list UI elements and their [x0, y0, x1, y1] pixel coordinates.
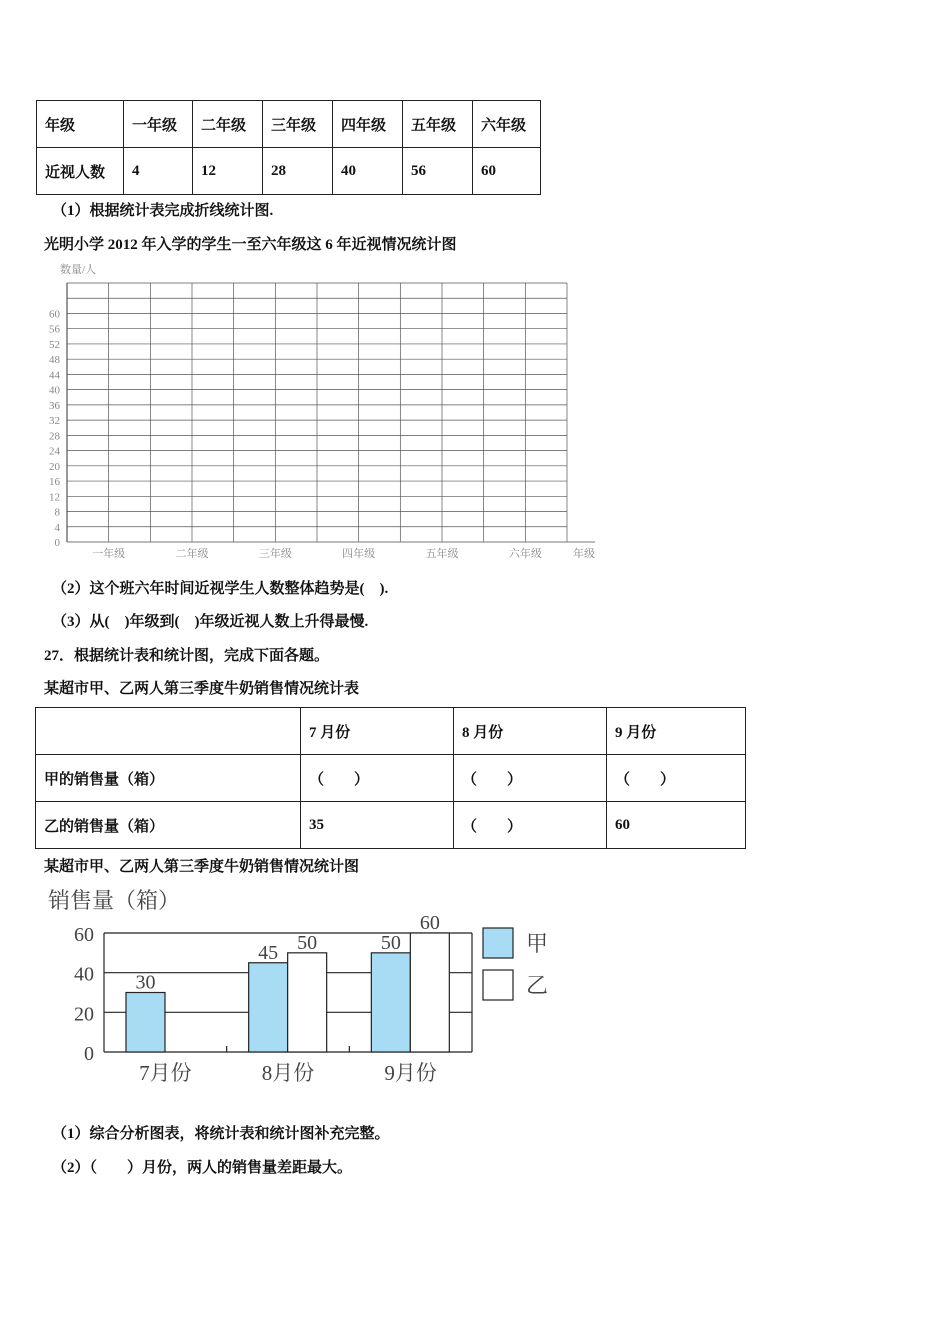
- y-tick-label: 0: [84, 1043, 94, 1065]
- legend-label: 乙: [526, 973, 549, 998]
- bar: [288, 953, 327, 1052]
- legend-swatch: [483, 928, 513, 958]
- table-cell: （ ）: [454, 802, 607, 849]
- y-tick-label: 60: [74, 924, 94, 946]
- chart1-title: 光明小学 2012 年入学的学生一至六年级这 6 年近视情况统计图: [44, 237, 457, 253]
- y-tick-label: 36: [49, 399, 60, 412]
- x-tick-label: 五年级: [425, 548, 459, 560]
- y-tick-label: 40: [74, 963, 94, 986]
- x-axis-label: 年级: [573, 548, 595, 560]
- table-cell: 甲的销售量（箱）: [36, 755, 301, 802]
- y-tick-label: 0: [54, 537, 60, 549]
- table-cell: [36, 708, 301, 755]
- x-tick-label: 六年级: [508, 548, 542, 560]
- table-cell: 一年级: [124, 101, 193, 148]
- table-cell: （ ）: [301, 755, 454, 802]
- question-1: （1）根据统计表完成折线统计图.: [52, 203, 274, 219]
- legend-swatch: [483, 970, 513, 1000]
- x-tick-label: 二年级: [175, 548, 209, 560]
- data-label: 45: [258, 941, 279, 964]
- x-tick-label: 8月份: [261, 1061, 315, 1085]
- myopia-grid-chart: [40, 258, 605, 568]
- chart2-title: 某超市甲、乙两人第三季度牛奶销售情况统计图: [44, 859, 360, 875]
- data-label: 60: [419, 912, 440, 934]
- y-tick-label: 20: [74, 1003, 94, 1026]
- table-cell: 六年级: [473, 101, 541, 148]
- sales-bar-chart: [40, 880, 560, 1090]
- y-tick-label: 20: [49, 460, 60, 473]
- legend-label: 甲: [526, 931, 549, 956]
- bar: [249, 963, 288, 1052]
- table-row: [37, 148, 541, 195]
- table-cell: 8 月份: [454, 708, 607, 755]
- table-row: [36, 802, 746, 849]
- table-cell: 60: [473, 148, 541, 195]
- table-cell: 28: [263, 148, 333, 195]
- table-cell: 近视人数: [37, 148, 124, 195]
- data-label: 30: [135, 971, 156, 994]
- table-cell: （ ）: [607, 755, 746, 802]
- y-tick-label: 60: [49, 308, 60, 321]
- table-cell: 56: [403, 148, 473, 195]
- table-row: [37, 101, 541, 148]
- data-label: 50: [380, 931, 401, 954]
- x-tick-label: 7月份: [139, 1061, 192, 1085]
- table-cell: （ ）: [454, 755, 607, 802]
- sales-table: [35, 707, 746, 849]
- table-cell: 40: [333, 148, 403, 195]
- x-tick-label: 一年级: [92, 548, 126, 560]
- y-tick-label: 32: [49, 415, 60, 428]
- table-cell: 五年级: [403, 101, 473, 148]
- table-cell: 4: [124, 148, 193, 195]
- y-axis-label: 销售量（箱）: [48, 888, 181, 913]
- y-tick-label: 16: [49, 476, 60, 489]
- x-tick-label: 四年级: [342, 548, 376, 560]
- table-cell: 年级: [37, 101, 124, 148]
- x-tick-label: 三年级: [258, 548, 292, 560]
- question-27-2: （2）（ ）月份，两人的销售量差距最大。: [52, 1160, 353, 1176]
- question-27: 27．根据统计表和统计图，完成下面各题。: [44, 648, 330, 664]
- y-tick-label: 40: [49, 384, 60, 397]
- table-row: [36, 755, 746, 802]
- bar: [371, 953, 410, 1052]
- bar: [410, 933, 449, 1052]
- y-tick-label: 44: [49, 369, 60, 382]
- table2-title: 某超市甲、乙两人第三季度牛奶销售情况统计表: [44, 681, 360, 697]
- table-cell: 二年级: [193, 101, 263, 148]
- myopia-table: [36, 100, 541, 195]
- table-cell: 35: [301, 802, 454, 849]
- y-tick-label: 48: [49, 354, 60, 367]
- table-cell: 60: [607, 802, 746, 849]
- x-tick-label: 9月份: [384, 1061, 437, 1085]
- y-tick-label: 56: [49, 323, 60, 336]
- bar: [126, 993, 165, 1053]
- question-27-1: （1）综合分析图表，将统计表和统计图补充完整。: [52, 1126, 390, 1142]
- y-tick-label: 4: [54, 521, 60, 534]
- table-row: [36, 708, 746, 755]
- table-cell: 9 月份: [607, 708, 746, 755]
- question-3: （3）从( )年级到( )年级近视人数上升得最慢.: [52, 614, 369, 630]
- table-cell: 12: [193, 148, 263, 195]
- table-cell: 四年级: [333, 101, 403, 148]
- data-label: 50: [297, 931, 318, 954]
- y-tick-label: 24: [49, 445, 60, 458]
- chart-grid: [67, 283, 595, 542]
- y-tick-label: 12: [49, 491, 60, 504]
- table-cell: 乙的销售量（箱）: [36, 802, 301, 849]
- y-tick-label: 28: [49, 430, 60, 443]
- y-tick-label: 52: [49, 338, 60, 351]
- y-tick-label: 8: [54, 506, 60, 519]
- table-cell: 7 月份: [301, 708, 454, 755]
- y-axis-label: 数量/人: [60, 264, 97, 276]
- question-2: （2）这个班六年时间近视学生人数整体趋势是( ).: [52, 581, 389, 597]
- table-cell: 三年级: [263, 101, 333, 148]
